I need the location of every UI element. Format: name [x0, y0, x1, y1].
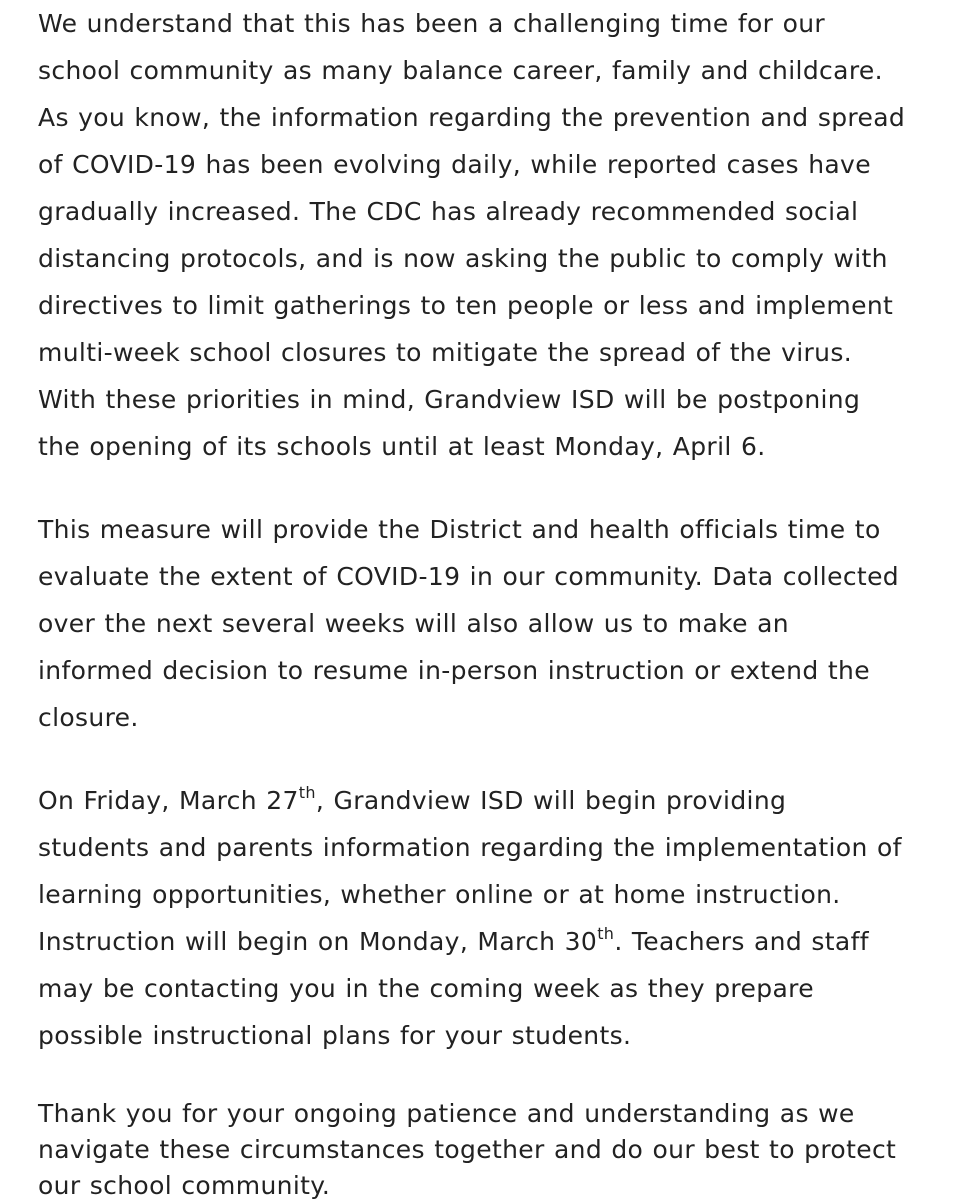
text-fragment: , Grandview ISD will begin providing: [315, 786, 787, 815]
paragraph-instruction-dates: [38, 777, 902, 1059]
text-line: This measure will provide the District and health officials time to: [38, 515, 881, 544]
text-line: possible instructional plans for your students.: [38, 1021, 632, 1050]
text-line: Thank you for your ongoing patience and understanding as we: [38, 1099, 855, 1128]
text-line: informed decision to resume in-person instruction or extend the: [38, 656, 870, 685]
text-line: students and parents information regarding the implementation of: [38, 833, 902, 862]
paragraph-closure-announcement: [38, 0, 905, 470]
text-line: multi-week school closures to mitigate the spread of the virus.: [38, 338, 853, 367]
text-line: distancing protocols, and is now asking the public to comply with: [38, 244, 888, 273]
text-line: With these priorities in mind, Grandview ISD will be postponing: [38, 385, 861, 414]
text-line: closure.: [38, 703, 139, 732]
text-line: our school community.: [38, 1171, 331, 1200]
text-line: directives to limit gatherings to ten people or less and implement: [38, 291, 894, 320]
text-fragment: On Friday, March 27: [38, 786, 299, 815]
text-fragment: . Teachers and staff: [614, 927, 869, 956]
text-line: navigate these circumstances together and do our best to protect: [38, 1135, 897, 1164]
text-line: [38, 777, 902, 824]
text-line: of COVID-19 has been evolving daily, while reported cases have: [38, 150, 871, 179]
paragraph-evaluation: [38, 506, 899, 741]
text-line: the opening of its schools until at least Monday, April 6.: [38, 432, 766, 461]
text-line: As you know, the information regarding the prevention and spread: [38, 103, 906, 132]
text-line: may be contacting you in the coming week as they prepare: [38, 974, 814, 1003]
paragraph-thank-you: [38, 1096, 896, 1204]
text-line: over the next several weeks will also allow us to make an: [38, 609, 789, 638]
text-line: [38, 918, 902, 965]
text-line: learning opportunities, whether online or at home instruction.: [38, 880, 841, 909]
text-line: We understand that this has been a challenging time for our: [38, 9, 826, 38]
text-line: evaluate the extent of COVID-19 in our community. Data collected: [38, 562, 900, 591]
text-fragment: Instruction will begin on Monday, March 30: [38, 927, 598, 956]
text-line: school community as many balance career, family and childcare.: [38, 56, 883, 85]
text-line: gradually increased. The CDC has already recommended social: [38, 197, 859, 226]
ordinal-suffix: th: [597, 924, 615, 943]
ordinal-suffix: th: [298, 783, 316, 802]
